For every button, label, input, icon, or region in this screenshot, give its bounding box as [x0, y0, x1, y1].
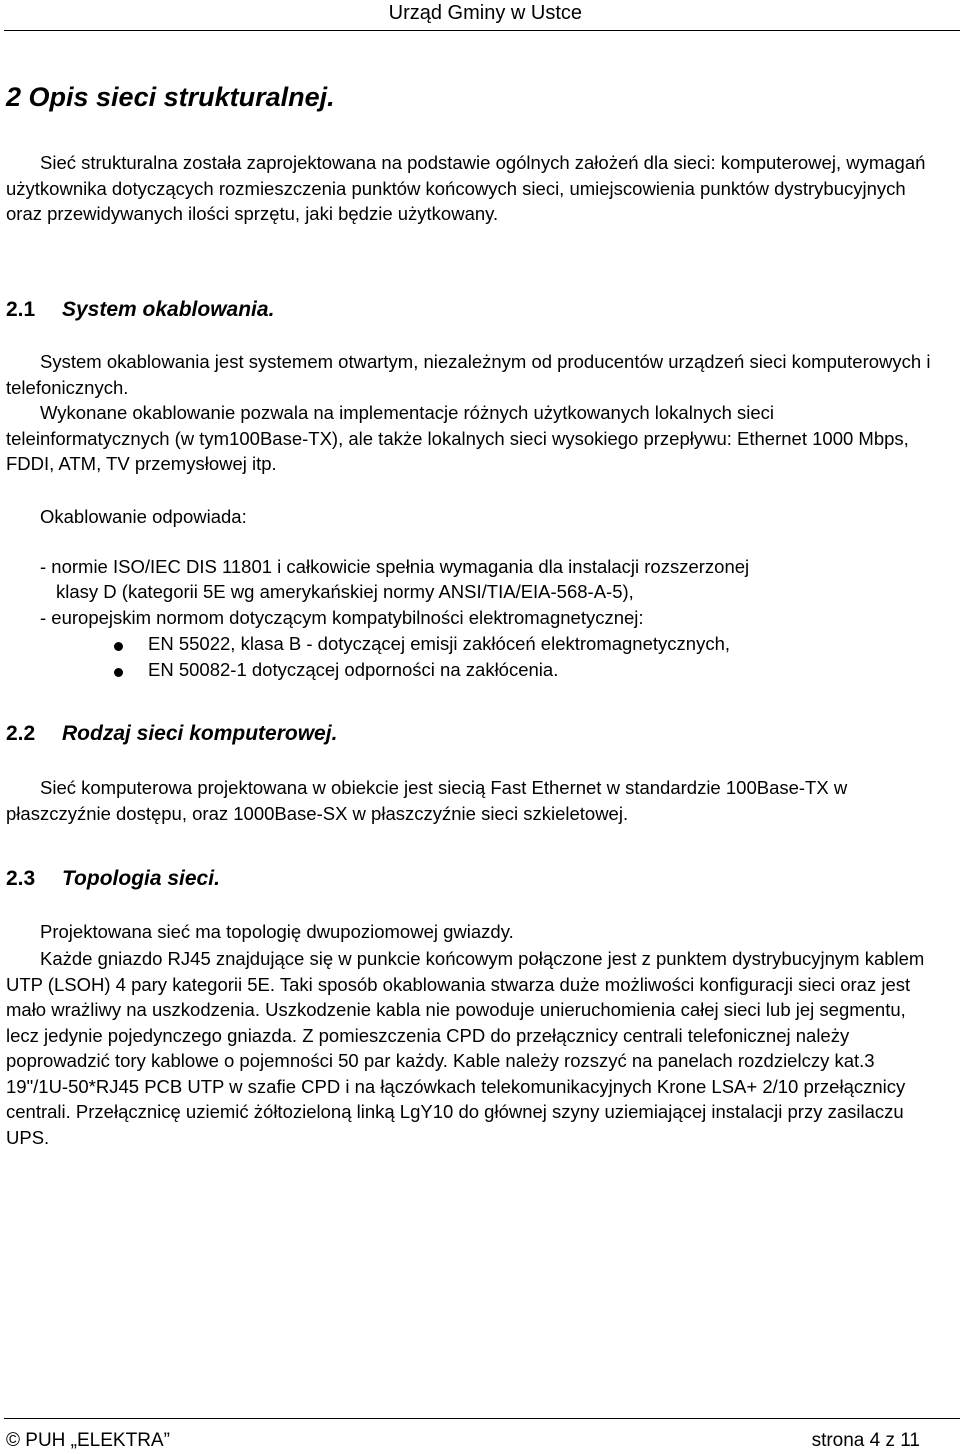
standard-item-2: - europejskim normom dotyczącym kompatybilności elektromagnetycznej:	[40, 607, 644, 628]
intro-text: Sieć strukturalna została zaprojektowana na podstawie ogólnych założeń dla sieci: komputerowej, wymagań użytkownika dotyczących rozmieszczenia punktów końcowych sieci, umiejscowienia punktów dystrybucyjnych oraz przewidywanych ilości sprzętu, jaki będzie użytkowany.	[6, 152, 926, 224]
subsection-heading-2-1	[6, 298, 274, 322]
paragraph-text: System okablowania jest systemem otwartym, niezależnym od producentów urządzeń sieci komputerowych i telefonicznych.	[6, 351, 931, 398]
bullet-icon	[114, 668, 123, 677]
page-header-title: Urząd Gminy w Ustce	[388, 2, 582, 24]
paragraph-text: Wykonane okablowanie pozwala na implementacje różnych użytkowanych lokalnych sieci teleinformatycznych (w tym100Base-TX), ale także lokalnych sieci wysokiego przepływu: Ethernet 1000 Mbps, FDDI, ATM, TV przemysłowej itp.	[6, 402, 909, 474]
subsection-number: 2.2	[6, 722, 36, 745]
section-heading: 2 Opis sieci strukturalnej.	[6, 82, 335, 112]
standard-item-1-line-2: klasy D (kategorii 5E wg amerykańskiej normy ANSI/TIA/EIA-568-A-5),	[56, 581, 634, 602]
footer-rule	[4, 1418, 960, 1419]
paragraph-2-1-a	[6, 349, 936, 400]
bullet-item: EN 55022, klasa B - dotyczącej emisji zakłóceń elektromagnetycznych,	[148, 633, 730, 654]
paragraph-text: Sieć komputerowa projektowana w obiekcie jest siecią Fast Ethernet w standardzie 100Base-TX w płaszczyźnie dostępu, oraz 1000Base-SX w płaszczyźnie sieci szkieletowej.	[6, 777, 848, 824]
bullet-item: EN 50082-1 dotyczącej odporności na zakłócenia.	[148, 659, 559, 680]
paragraph-2-3-a: Projektowana sieć ma topologię dwupoziomowej gwiazdy.	[40, 921, 514, 942]
subsection-title: Topologia sieci.	[62, 867, 220, 890]
subsection-title: Rodzaj sieci komputerowej.	[62, 722, 338, 745]
footer-page-number: strona 4 z 11	[811, 1430, 920, 1451]
header-rule	[4, 30, 960, 31]
intro-paragraph	[6, 150, 936, 227]
paragraph-2-2	[6, 775, 936, 826]
subsection-heading-2-3	[6, 867, 220, 891]
subsection-heading-2-2	[6, 722, 337, 746]
paragraph-2-1-b	[6, 400, 936, 477]
subsection-number: 2.3	[6, 867, 36, 890]
standard-item-1-line-1: - normie ISO/IEC DIS 11801 i całkowicie spełnia wymagania dla instalacji rozszerzonej	[40, 556, 750, 577]
conformance-intro: Okablowanie odpowiada:	[40, 506, 247, 527]
footer-copyright: © PUH „ELEKTRA”	[6, 1430, 170, 1451]
paragraph-2-3-b	[6, 946, 936, 1150]
subsection-number: 2.1	[6, 298, 36, 321]
subsection-title: System okablowania.	[62, 298, 275, 321]
paragraph-text: Każde gniazdo RJ45 znajdujące się w punkcie końcowym połączone jest z punktem dystrybucyjnym kablem UTP (LSOH) 4 pary kategorii 5E. Taki sposób okablowania stwarza duże możliwości konfiguracji sieci oraz jest mało wrażliwy na uszkodzenia. Uszkodzenie kabla nie powoduje unieruchomienia całej sieci lub jej segmentu, lecz jedynie pojedynczego gniazda. Z pomieszczenia CPD do przełącznicy centrali telefonicznej należy poprowadzić tory kablowe o pojemności 50 par każdy. Kable należy rozszyć na panelach rozdzielczy kat.3 19"/1U-50*RJ45 PCB UTP w szafie CPD i na łączówkach telekomunikacyjnych Krone LSA+ 2/10 przełącznicy centrali. Przełącznicę uziemić żółtozieloną linką LgY10 do głównej szyny uziemiającej instalacji przy zasilaczu UPS.	[6, 948, 925, 1148]
bullet-icon	[114, 642, 123, 651]
